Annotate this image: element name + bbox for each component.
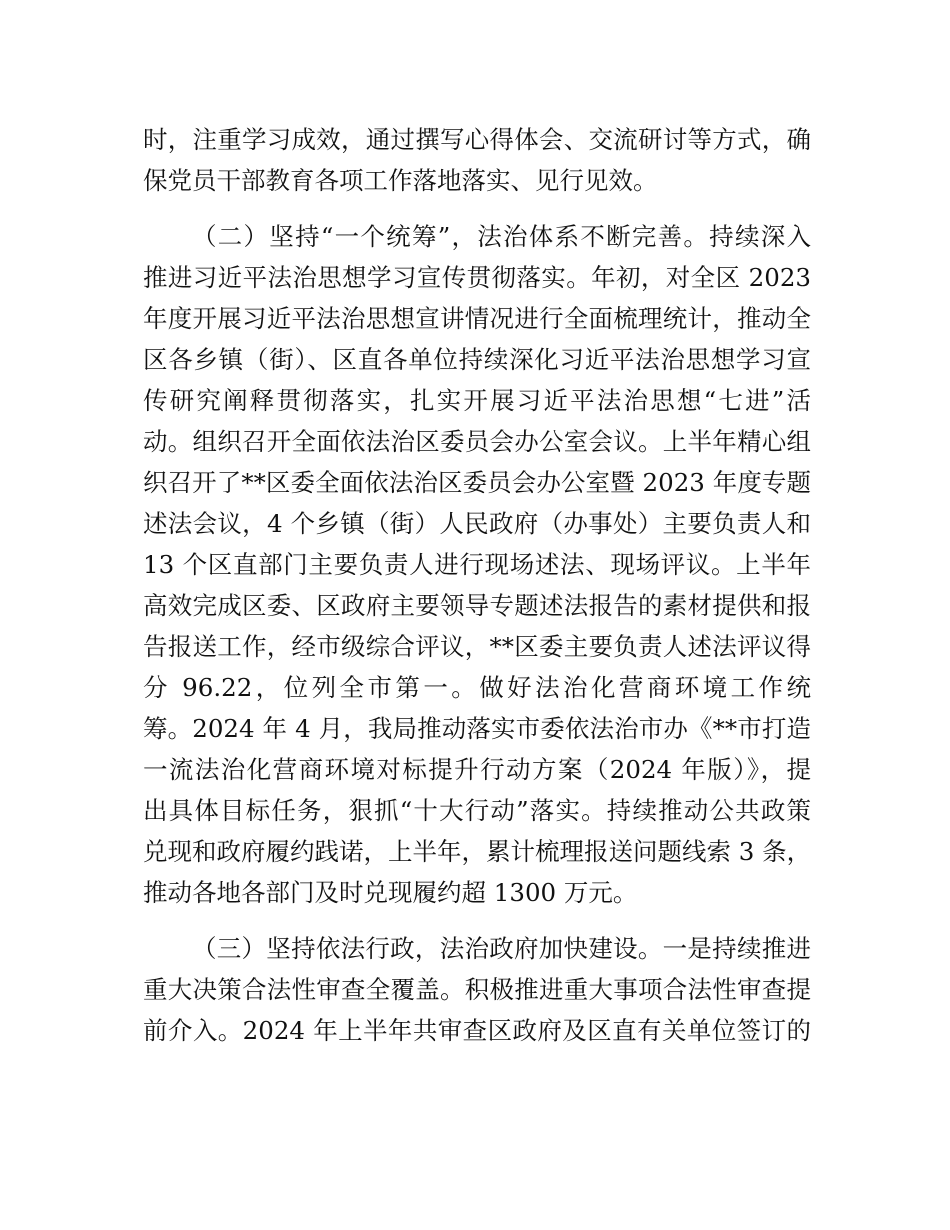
paragraph-2-line-2: 推进习近平法治思想学习宣传贯彻落实。年初，对全区 2023 <box>143 263 811 292</box>
paragraph-3-line-2: 重大决策合法性审查全覆盖。积极推进重大事项合法性审查提 <box>143 975 811 1004</box>
paragraph-2-line-17: 推动各地各部门及时兑现履约超 1300 万元。 <box>143 878 638 907</box>
paragraph-2-line-9: 13 个区直部门主要负责人进行现场述法、现场评议。上半年 <box>143 550 811 579</box>
paragraph-2-line-7: 织召开了**区委全面依法治区委员会办公室暨 2023 年度专题 <box>143 468 811 497</box>
paragraph-2-line-8: 述法会议，4 个乡镇（街）人民政府（办事处）主要负责人和 <box>143 509 811 538</box>
paragraph-2-line-16: 兑现和政府履约践诺，上半年，累计梳理报送问题线索 3 条， <box>143 837 811 866</box>
paragraph-2-line-11: 告报送工作，经市级综合评议，**区委主要负责人述法评议得 <box>143 632 811 661</box>
paragraph-2-line-15: 出具体目标任务，狠抓“十大行动”落实。持续推动公共政策 <box>143 796 811 825</box>
paragraph-2-line-1: （二）坚持“一个统筹”，法治体系不断完善。持续深入 <box>192 222 811 251</box>
paragraph-2-line-12: 分 96.22，位列全市第一。做好法治化营商环境工作统 <box>143 673 811 702</box>
paragraph-2-line-10: 高效完成区委、区政府主要领导专题述法报告的素材提供和报 <box>143 591 811 620</box>
paragraph-1-line-2: 保党员干部教育各项工作落地落实、见行见效。 <box>143 166 658 195</box>
paragraph-1-line-1: 时，注重学习成效，通过撰写心得体会、交流研讨等方式，确 <box>143 125 811 154</box>
paragraph-2-line-4: 区各乡镇（街）、区直各单位持续深化习近平法治思想学习宣 <box>143 345 811 374</box>
paragraph-2-line-13: 筹。2024 年 4 月，我局推动落实市委依法治市办《**市打造 <box>143 714 811 743</box>
paragraph-2-line-14: 一流法治化营商环境对标提升行动方案（2024 年版）》，提 <box>143 755 811 784</box>
paragraph-3-line-1: （三）坚持依法行政，法治政府加快建设。一是持续推进 <box>192 934 811 963</box>
paragraph-2-line-6: 动。组织召开全面依法治区委员会办公室会议。上半年精心组 <box>143 427 811 456</box>
paragraph-2-line-5: 传研究阐释贯彻落实，扎实开展习近平法治思想“七进”活 <box>143 386 811 415</box>
paragraph-3-line-3: 前介入。2024 年上半年共审查区政府及区直有关单位签订的 <box>143 1016 811 1045</box>
paragraph-2-line-3: 年度开展习近平法治思想宣讲情况进行全面梳理统计，推动全 <box>143 304 811 333</box>
